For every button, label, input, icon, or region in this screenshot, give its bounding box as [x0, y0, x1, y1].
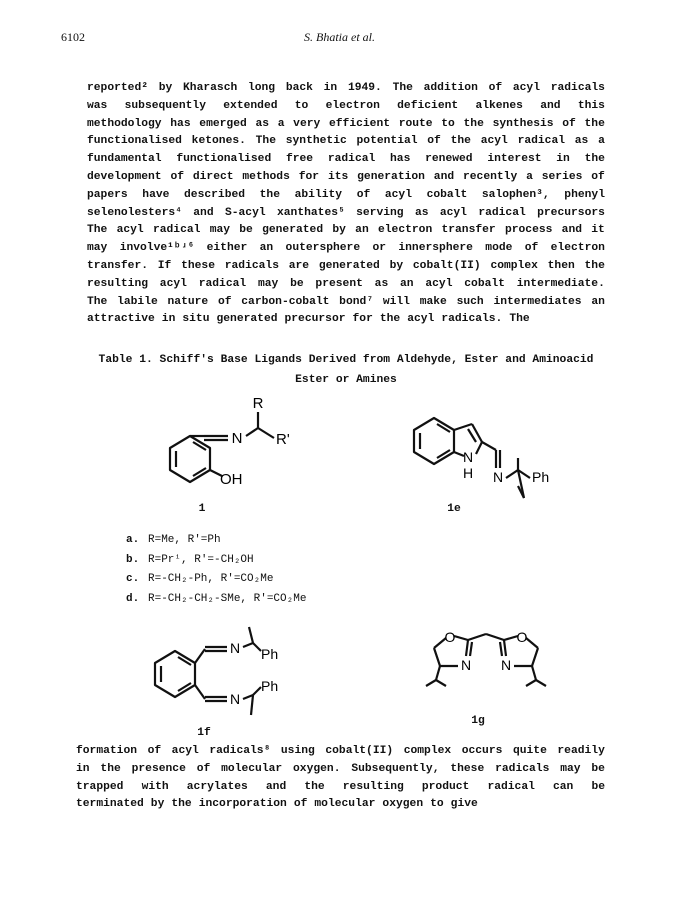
word: intermediate.	[516, 277, 605, 290]
atom-ph1: Ph	[261, 646, 279, 662]
word: as	[574, 135, 589, 148]
word: synthetic	[285, 135, 347, 148]
word: with	[141, 780, 169, 793]
text-line	[76, 761, 605, 779]
word: situ	[182, 313, 210, 326]
text-line	[87, 276, 605, 294]
substituent-row	[126, 570, 306, 590]
atom-o2: O	[516, 629, 528, 645]
word: transfer	[441, 224, 496, 237]
table-caption: Table 1. Schiff's Base Ligands Derived from Aldehyde, Ester and Aminoacid	[98, 354, 594, 366]
word: in	[161, 313, 176, 326]
word: cobalt(II)	[412, 259, 481, 272]
atom-n2: N	[500, 657, 512, 673]
text-line	[76, 779, 605, 797]
word: xanthates⁵	[276, 206, 345, 219]
atom-n1: N	[229, 640, 241, 656]
text-line	[87, 222, 605, 240]
word: described	[184, 188, 246, 201]
atom-h: H	[462, 465, 474, 481]
substituent-text: R=-CH₂-CH₂-SMe, R'=CO₂Me	[148, 592, 307, 605]
word: it	[591, 224, 605, 237]
word: radical	[198, 277, 247, 290]
substituent-text: R=-CH₂-Ph, R'=CO₂Me	[148, 573, 274, 585]
word: the	[584, 153, 605, 166]
substituent-row	[126, 590, 306, 610]
page-number: 6102	[61, 30, 85, 44]
word: precursor	[284, 313, 346, 326]
word: acyl	[480, 135, 508, 148]
running-header-author: S. Bhatia et al.	[304, 30, 375, 44]
word: ketones.	[191, 135, 246, 148]
word: phenyl	[564, 188, 605, 201]
word: serving	[356, 206, 404, 219]
word: acrylates	[186, 780, 248, 793]
word: an	[400, 277, 414, 290]
word: of	[488, 82, 503, 94]
word: for	[298, 170, 320, 183]
text-line	[87, 116, 605, 134]
word: acyl	[439, 206, 467, 219]
word: such	[456, 295, 484, 308]
word: generated	[216, 313, 278, 326]
atom-n: N	[492, 469, 504, 485]
word: emerged	[199, 117, 247, 130]
word: addition	[423, 82, 478, 94]
word: If	[157, 259, 172, 272]
structure-label-1f: 1f	[197, 727, 211, 739]
paragraph-2	[76, 743, 605, 814]
atom-r: R	[252, 398, 264, 412]
word: in	[556, 153, 570, 166]
word: Subsequently,	[351, 762, 440, 775]
table-caption-continued: Ester or Amines	[295, 374, 397, 386]
atom-oh: OH	[220, 471, 243, 488]
word: radicals	[495, 762, 550, 775]
text-line	[87, 311, 605, 329]
word: precursors	[537, 206, 605, 219]
word: the	[463, 117, 484, 130]
word: product	[421, 780, 470, 793]
word: of	[427, 135, 441, 148]
word: nature	[167, 295, 209, 308]
atom-n-ring: N	[462, 449, 474, 465]
word: involve¹ᵇʴ⁶	[119, 242, 195, 255]
word: radical	[517, 135, 566, 148]
word: complex	[403, 745, 452, 757]
word: by	[150, 798, 165, 811]
text-line	[76, 796, 605, 814]
word: trapped	[76, 780, 124, 793]
structure-1	[150, 398, 320, 494]
word: may	[87, 242, 108, 255]
word: acyl	[407, 313, 435, 326]
word: the	[100, 762, 121, 775]
word: very	[293, 117, 321, 130]
word: carbon-cobalt	[241, 295, 330, 308]
word: by	[158, 82, 173, 94]
atom-ph2: Ph	[261, 678, 279, 694]
word: radicals	[224, 259, 279, 272]
word: series	[541, 170, 583, 183]
text-line	[87, 294, 605, 312]
paragraph-1	[87, 80, 605, 329]
text-line	[87, 205, 605, 223]
word: The	[392, 82, 413, 94]
substituent-row	[126, 531, 306, 551]
word: of	[562, 117, 576, 130]
word: an	[591, 295, 605, 308]
text-line	[87, 98, 605, 116]
word: was	[87, 99, 108, 112]
word: be	[290, 277, 304, 290]
word: and	[540, 99, 561, 112]
word: fundamental	[87, 153, 162, 166]
word: route	[398, 117, 433, 130]
word: cobalt	[464, 277, 505, 290]
word: cobalt(II)	[325, 745, 394, 757]
word: by	[389, 259, 404, 272]
word: methods	[242, 170, 290, 183]
word: acyl	[512, 82, 540, 94]
substituent-key: b.	[126, 553, 140, 566]
word: renewed	[425, 153, 473, 166]
atom-n1: N	[460, 657, 472, 673]
word: process	[504, 224, 553, 237]
word: may	[209, 224, 231, 237]
structure-label-1e: 1e	[447, 503, 461, 515]
word: complex	[490, 259, 538, 272]
word: either	[206, 242, 248, 255]
word: are	[288, 259, 310, 272]
word: radical	[478, 206, 526, 219]
word: oxygen.	[293, 762, 341, 775]
word: may	[560, 762, 581, 775]
substituent-text: R=Prⁱ, R'=-CH₂OH	[148, 553, 254, 566]
text-line	[87, 133, 605, 151]
text-line	[87, 80, 605, 98]
word: give	[450, 798, 478, 811]
word: an	[259, 242, 274, 255]
word: recently	[463, 170, 518, 183]
substituent-key: d.	[126, 592, 140, 605]
word: efficient	[328, 117, 390, 130]
word: of	[591, 170, 605, 183]
word: and	[433, 170, 455, 183]
word: using	[280, 745, 315, 757]
word: resulting	[87, 277, 149, 290]
word: then	[547, 259, 575, 272]
word: make	[419, 295, 447, 308]
atom-n2: N	[229, 691, 241, 707]
word: acyl	[159, 277, 187, 290]
word: acyl	[116, 224, 144, 237]
word: free	[285, 153, 314, 166]
word: radicals.	[441, 313, 503, 326]
word: and	[561, 224, 583, 237]
word: an	[355, 224, 369, 237]
word: the	[259, 188, 280, 201]
word: mode	[485, 242, 513, 255]
word: reported²	[87, 82, 149, 94]
word: acyl	[425, 277, 453, 290]
word: 1949.	[347, 82, 382, 94]
word: or	[372, 242, 387, 255]
word: in	[323, 82, 338, 94]
word: ability	[294, 188, 343, 201]
word: these	[181, 259, 215, 272]
word: the	[584, 117, 605, 130]
word: be	[239, 224, 253, 237]
word: its	[327, 170, 349, 183]
word: subsequently	[124, 99, 206, 112]
word: presence	[131, 762, 186, 775]
word: potential	[356, 135, 418, 148]
word: electron	[377, 224, 433, 237]
substituent-key: a.	[126, 534, 140, 546]
text-line	[87, 169, 605, 187]
word: attractive	[87, 313, 155, 326]
word: oxygen	[382, 798, 424, 811]
word: these	[450, 762, 485, 775]
text-line	[87, 187, 605, 205]
text-line	[87, 240, 605, 258]
structure-1g	[420, 620, 560, 710]
word: long	[247, 82, 276, 94]
structure-1f	[145, 625, 305, 717]
word: to	[430, 798, 444, 811]
word: outersphere	[285, 242, 361, 255]
word: have	[142, 188, 170, 201]
word: to	[294, 99, 309, 112]
word: innersphere	[398, 242, 473, 255]
word: readily	[557, 745, 605, 757]
word: functionalised	[87, 135, 182, 148]
word: as	[414, 206, 429, 219]
word: quite	[512, 745, 547, 757]
word: as	[374, 277, 389, 290]
text-line	[87, 258, 605, 276]
text-line	[76, 743, 605, 761]
word: for	[352, 313, 373, 326]
word: the	[304, 780, 325, 793]
structure-1e	[400, 408, 580, 508]
atom-o1: O	[444, 629, 456, 645]
word: labile	[117, 295, 158, 308]
structure-label-1: 1	[198, 503, 206, 515]
atom-n: N	[231, 430, 243, 447]
text-line	[87, 151, 605, 169]
word: be	[591, 780, 605, 793]
word: a	[277, 117, 285, 130]
word: synthesis	[492, 117, 554, 130]
word: a	[526, 170, 533, 183]
word: transfer.	[87, 259, 149, 272]
word: deficient	[397, 99, 459, 112]
word: radicals	[550, 82, 605, 94]
word: terminated	[76, 798, 144, 811]
word: alkenes	[475, 99, 523, 112]
atom-ph: Ph	[532, 469, 550, 485]
word: The	[509, 313, 530, 326]
word: generation	[357, 170, 425, 183]
word: has	[170, 117, 191, 130]
word: generated	[318, 259, 380, 272]
word: acyl	[171, 745, 199, 757]
word: of	[196, 762, 211, 775]
word: cobalt	[426, 188, 468, 201]
substituent-text: R=Me, R'=Ph	[148, 534, 221, 546]
word: Kharasch	[183, 82, 238, 94]
word: the	[171, 798, 192, 811]
substituent-row	[126, 551, 306, 571]
substituent-list	[126, 531, 306, 609]
word: of	[170, 170, 184, 183]
word: molecular	[221, 762, 283, 775]
word: The	[87, 295, 108, 308]
word: The	[87, 224, 108, 237]
word: S-acyl	[224, 206, 266, 219]
word: molecular	[314, 798, 376, 811]
word: of	[293, 798, 308, 811]
word: bond⁷	[339, 295, 374, 308]
word: the	[450, 135, 471, 148]
atom-r-prime: R'	[276, 431, 290, 448]
word: acyl	[384, 188, 412, 201]
word: to	[441, 117, 455, 130]
word: a	[598, 135, 605, 148]
word: radical	[487, 780, 535, 793]
word: by	[332, 224, 346, 237]
word: intermediates	[493, 295, 582, 308]
word: may	[257, 277, 279, 290]
substituent-key: c.	[126, 573, 140, 585]
word: as	[255, 117, 270, 130]
word: can	[553, 780, 574, 793]
word: interest	[487, 153, 542, 166]
word: electron	[325, 99, 380, 112]
word: back	[285, 82, 313, 94]
word: the	[584, 259, 605, 272]
word: will	[382, 295, 410, 308]
word: in	[76, 762, 90, 775]
word: direct	[192, 170, 234, 183]
word: methodology	[87, 117, 162, 130]
word: radical	[152, 224, 201, 237]
structure-label-1g: 1g	[471, 715, 485, 727]
word: of	[524, 242, 539, 255]
word: resulting	[342, 780, 404, 793]
word: present	[315, 277, 363, 290]
word: of	[217, 295, 232, 308]
word: development	[87, 170, 162, 183]
word: The	[255, 135, 276, 148]
word: salophen³,	[481, 188, 550, 201]
word: occurs	[461, 745, 503, 757]
word: this	[577, 99, 605, 112]
word: functionalised	[176, 153, 272, 166]
word: and	[193, 206, 214, 219]
word: and	[265, 780, 287, 793]
word: electron	[550, 242, 605, 255]
word: be	[591, 762, 605, 775]
word: extended	[223, 99, 278, 112]
word: the	[379, 313, 401, 326]
word: selenolesters⁴	[87, 206, 182, 219]
word: of	[356, 188, 371, 201]
word: of	[147, 745, 162, 757]
word: radical	[327, 153, 376, 166]
word: formation	[76, 745, 138, 757]
word: incorporation	[198, 798, 287, 811]
word: papers	[87, 188, 128, 201]
word: radicals⁸	[209, 745, 271, 757]
word: has	[390, 153, 411, 166]
word: generated	[262, 224, 324, 237]
